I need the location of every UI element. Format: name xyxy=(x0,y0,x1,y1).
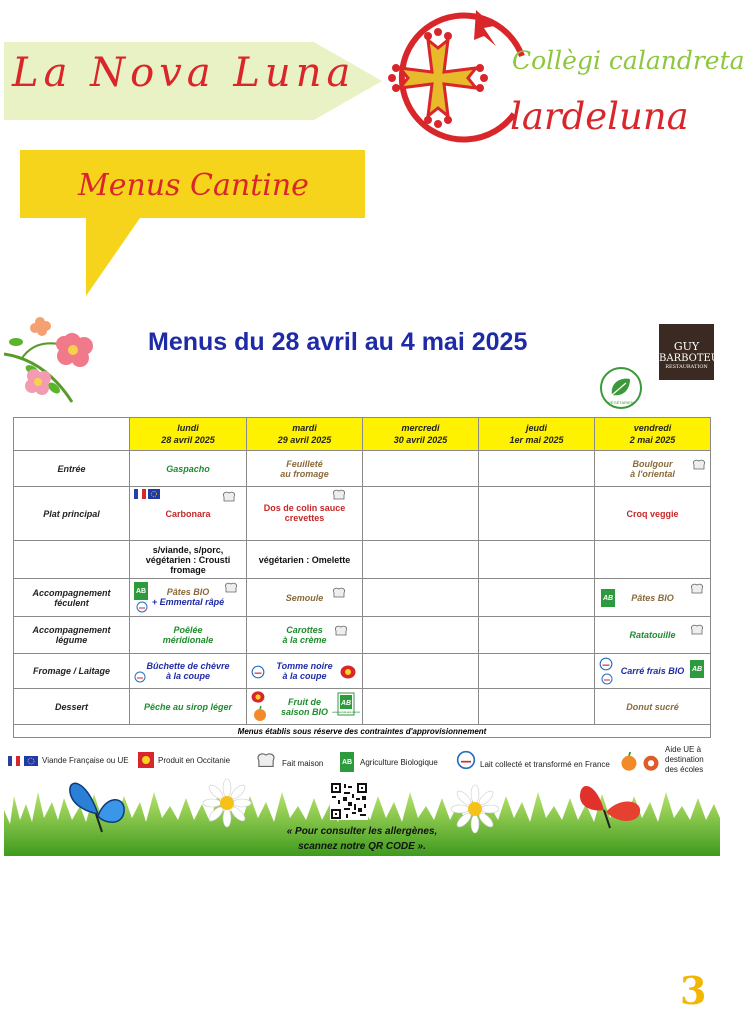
plat-jeudi xyxy=(479,487,595,541)
legume-vendredi: Ratatouille xyxy=(595,617,711,654)
plat-vendredi: Croq veggie xyxy=(595,487,711,541)
legume-mardi: Carottes à la crème xyxy=(247,617,363,654)
french-eu-meat-icon xyxy=(8,754,38,772)
day-header-mercredi: mercredi 30 avril 2025 xyxy=(363,418,479,451)
chef-hat-icon xyxy=(332,489,346,502)
legume-mercredi xyxy=(363,617,479,654)
entree-vendredi: Boulgour à l'oriental xyxy=(595,451,711,487)
table-footer-row xyxy=(14,725,711,738)
entree-jeudi xyxy=(479,451,595,487)
occitanie-product-icon xyxy=(340,665,356,681)
chef-hat-icon xyxy=(332,587,346,600)
daisy-icon xyxy=(204,780,250,826)
variante-jeudi xyxy=(479,541,595,579)
table-row xyxy=(14,579,711,617)
menu-table xyxy=(13,417,711,738)
dessert-lundi: Pêche au sirop léger xyxy=(130,689,247,725)
row-label-variante xyxy=(14,541,130,579)
row-label-dessert: Dessert xyxy=(14,689,130,725)
fromage-lundi: Bûchette de chèvre à la coupe xyxy=(130,654,247,689)
dessert-vendredi: Donut sucré xyxy=(595,689,711,725)
table-row xyxy=(14,617,711,654)
row-label-legume: Accompagnement légume xyxy=(14,617,130,654)
legume-jeudi xyxy=(479,617,595,654)
butterfly-blue-icon xyxy=(66,774,128,836)
table-row xyxy=(14,689,711,725)
variante-lundi: s/viande, s/porc, végétarien : Crousti fromage xyxy=(130,541,247,579)
chef-hat-icon xyxy=(256,752,276,773)
supply-note: Menus établis sous réserve des contraintes d'approvisionnement xyxy=(14,725,711,738)
legend-fait-maison: Fait maison xyxy=(282,759,324,768)
fromage-mercredi xyxy=(363,654,479,689)
french-eu-meat-icon xyxy=(134,489,160,501)
organic-ab-label: AB xyxy=(691,665,703,673)
milk-france-icon xyxy=(456,750,476,775)
college-name-line2: lardeluna xyxy=(510,95,689,138)
table-row xyxy=(14,451,711,487)
day-header-mardi: mardi 29 avril 2025 xyxy=(247,418,363,451)
organic-ab-label: AB xyxy=(340,699,352,707)
feculent-vendredi: AB Pâtes BIO xyxy=(595,579,711,617)
plat-lundi: Carbonara xyxy=(130,487,247,541)
row-label-entree: Entrée xyxy=(14,451,130,487)
row-label-fromage: Fromage / Laitage xyxy=(14,654,130,689)
feculent-mercredi xyxy=(363,579,479,617)
dessert-jeudi xyxy=(479,689,595,725)
caterer-line1: GUY xyxy=(673,340,700,353)
occitanie-product-icon xyxy=(138,752,154,773)
legend-lait: Lait collecté et transformé en France xyxy=(480,760,610,769)
legend-occitanie: Produit en Occitanie xyxy=(158,756,231,765)
chef-hat-icon xyxy=(334,625,348,638)
variante-mercredi xyxy=(363,541,479,579)
milk-france-icon xyxy=(251,665,265,681)
chef-hat-icon xyxy=(692,459,706,472)
organic-ab-caption: AGRICULTURE BIOLOGIQUE xyxy=(332,711,360,714)
legend-bio: Agriculture Biologique xyxy=(360,758,438,767)
feculent-jeudi xyxy=(479,579,595,617)
variante-mardi: végétarien : Omelette xyxy=(247,541,363,579)
caterer-logo xyxy=(659,324,720,380)
page-number: 3 xyxy=(680,968,707,1013)
organic-ab-label: AB xyxy=(135,587,147,595)
table-row xyxy=(14,654,711,689)
fromage-vendredi: AB Carré frais BIO xyxy=(595,654,711,689)
menu-week-title: Menus du 28 avril au 4 mai 2025 xyxy=(148,328,528,356)
plat-mardi: Dos de colin sauce crevettes xyxy=(247,487,363,541)
vegetarian-badge-label: VÉGÉTARIEN xyxy=(608,400,634,405)
organic-ab-label: AB xyxy=(341,759,353,766)
entree-mercredi xyxy=(363,451,479,487)
dessert-mardi: AB AGRICULTURE BIOLOGIQUE Fruit de saison BIO xyxy=(247,689,363,725)
allergen-info-text: « Pour consulter les allergènes, scannez notre QR CODE ». xyxy=(286,826,438,852)
day-header-jeudi: jeudi 1er mai 2025 xyxy=(479,418,595,451)
legume-lundi: Poêlée méridionale xyxy=(130,617,247,654)
day-header-lundi: lundi 28 avril 2025 xyxy=(130,418,247,451)
table-header-row xyxy=(14,418,711,451)
caterer-line3: RESTAURATION xyxy=(665,364,708,370)
row-label-plat: Plat principal xyxy=(14,487,130,541)
feculent-lundi: AB Pâtes BIO + Emmental râpé xyxy=(130,579,247,617)
eu-aid-secondary-icon xyxy=(642,752,660,777)
banner-subtitle: Menus Cantine xyxy=(78,168,309,203)
allergen-qr-code[interactable] xyxy=(330,782,368,820)
eu-school-aid-icon xyxy=(620,752,638,777)
chef-hat-icon xyxy=(222,491,236,504)
banner-title: La Nova Luna xyxy=(12,50,356,96)
college-name-line1: Collègi calandreta xyxy=(512,46,745,75)
milk-france-icon xyxy=(134,671,146,685)
plat-mercredi xyxy=(363,487,479,541)
dessert-mercredi xyxy=(363,689,479,725)
table-row xyxy=(14,541,711,579)
legend-viande: Viande Française ou UE xyxy=(42,756,129,765)
day-header-vendredi: vendredi 2 mai 2025 xyxy=(595,418,711,451)
flowers-icon xyxy=(2,314,100,408)
organic-ab-icon xyxy=(340,752,354,777)
fromage-jeudi xyxy=(479,654,595,689)
entree-mardi: Feuilleté au fromage xyxy=(247,451,363,487)
chef-hat-icon xyxy=(690,624,704,637)
row-label-feculent: Accompagnement féculent xyxy=(14,579,130,617)
entree-lundi: Gaspacho xyxy=(130,451,247,487)
caterer-line2: BARBOTEU xyxy=(659,353,720,364)
legend-aide-ue: Aide UE à destination des écoles xyxy=(665,745,704,774)
table-row xyxy=(14,487,711,541)
feculent-mardi: Semoule xyxy=(247,579,363,617)
organic-ab-label: AB xyxy=(602,594,614,602)
fromage-mardi: Tomme noire à la coupe xyxy=(247,654,363,689)
vegetarian-badge-icon xyxy=(600,367,642,409)
variante-vendredi xyxy=(595,541,711,579)
table-corner-cell xyxy=(14,418,130,451)
butterfly-red-icon xyxy=(576,776,644,836)
